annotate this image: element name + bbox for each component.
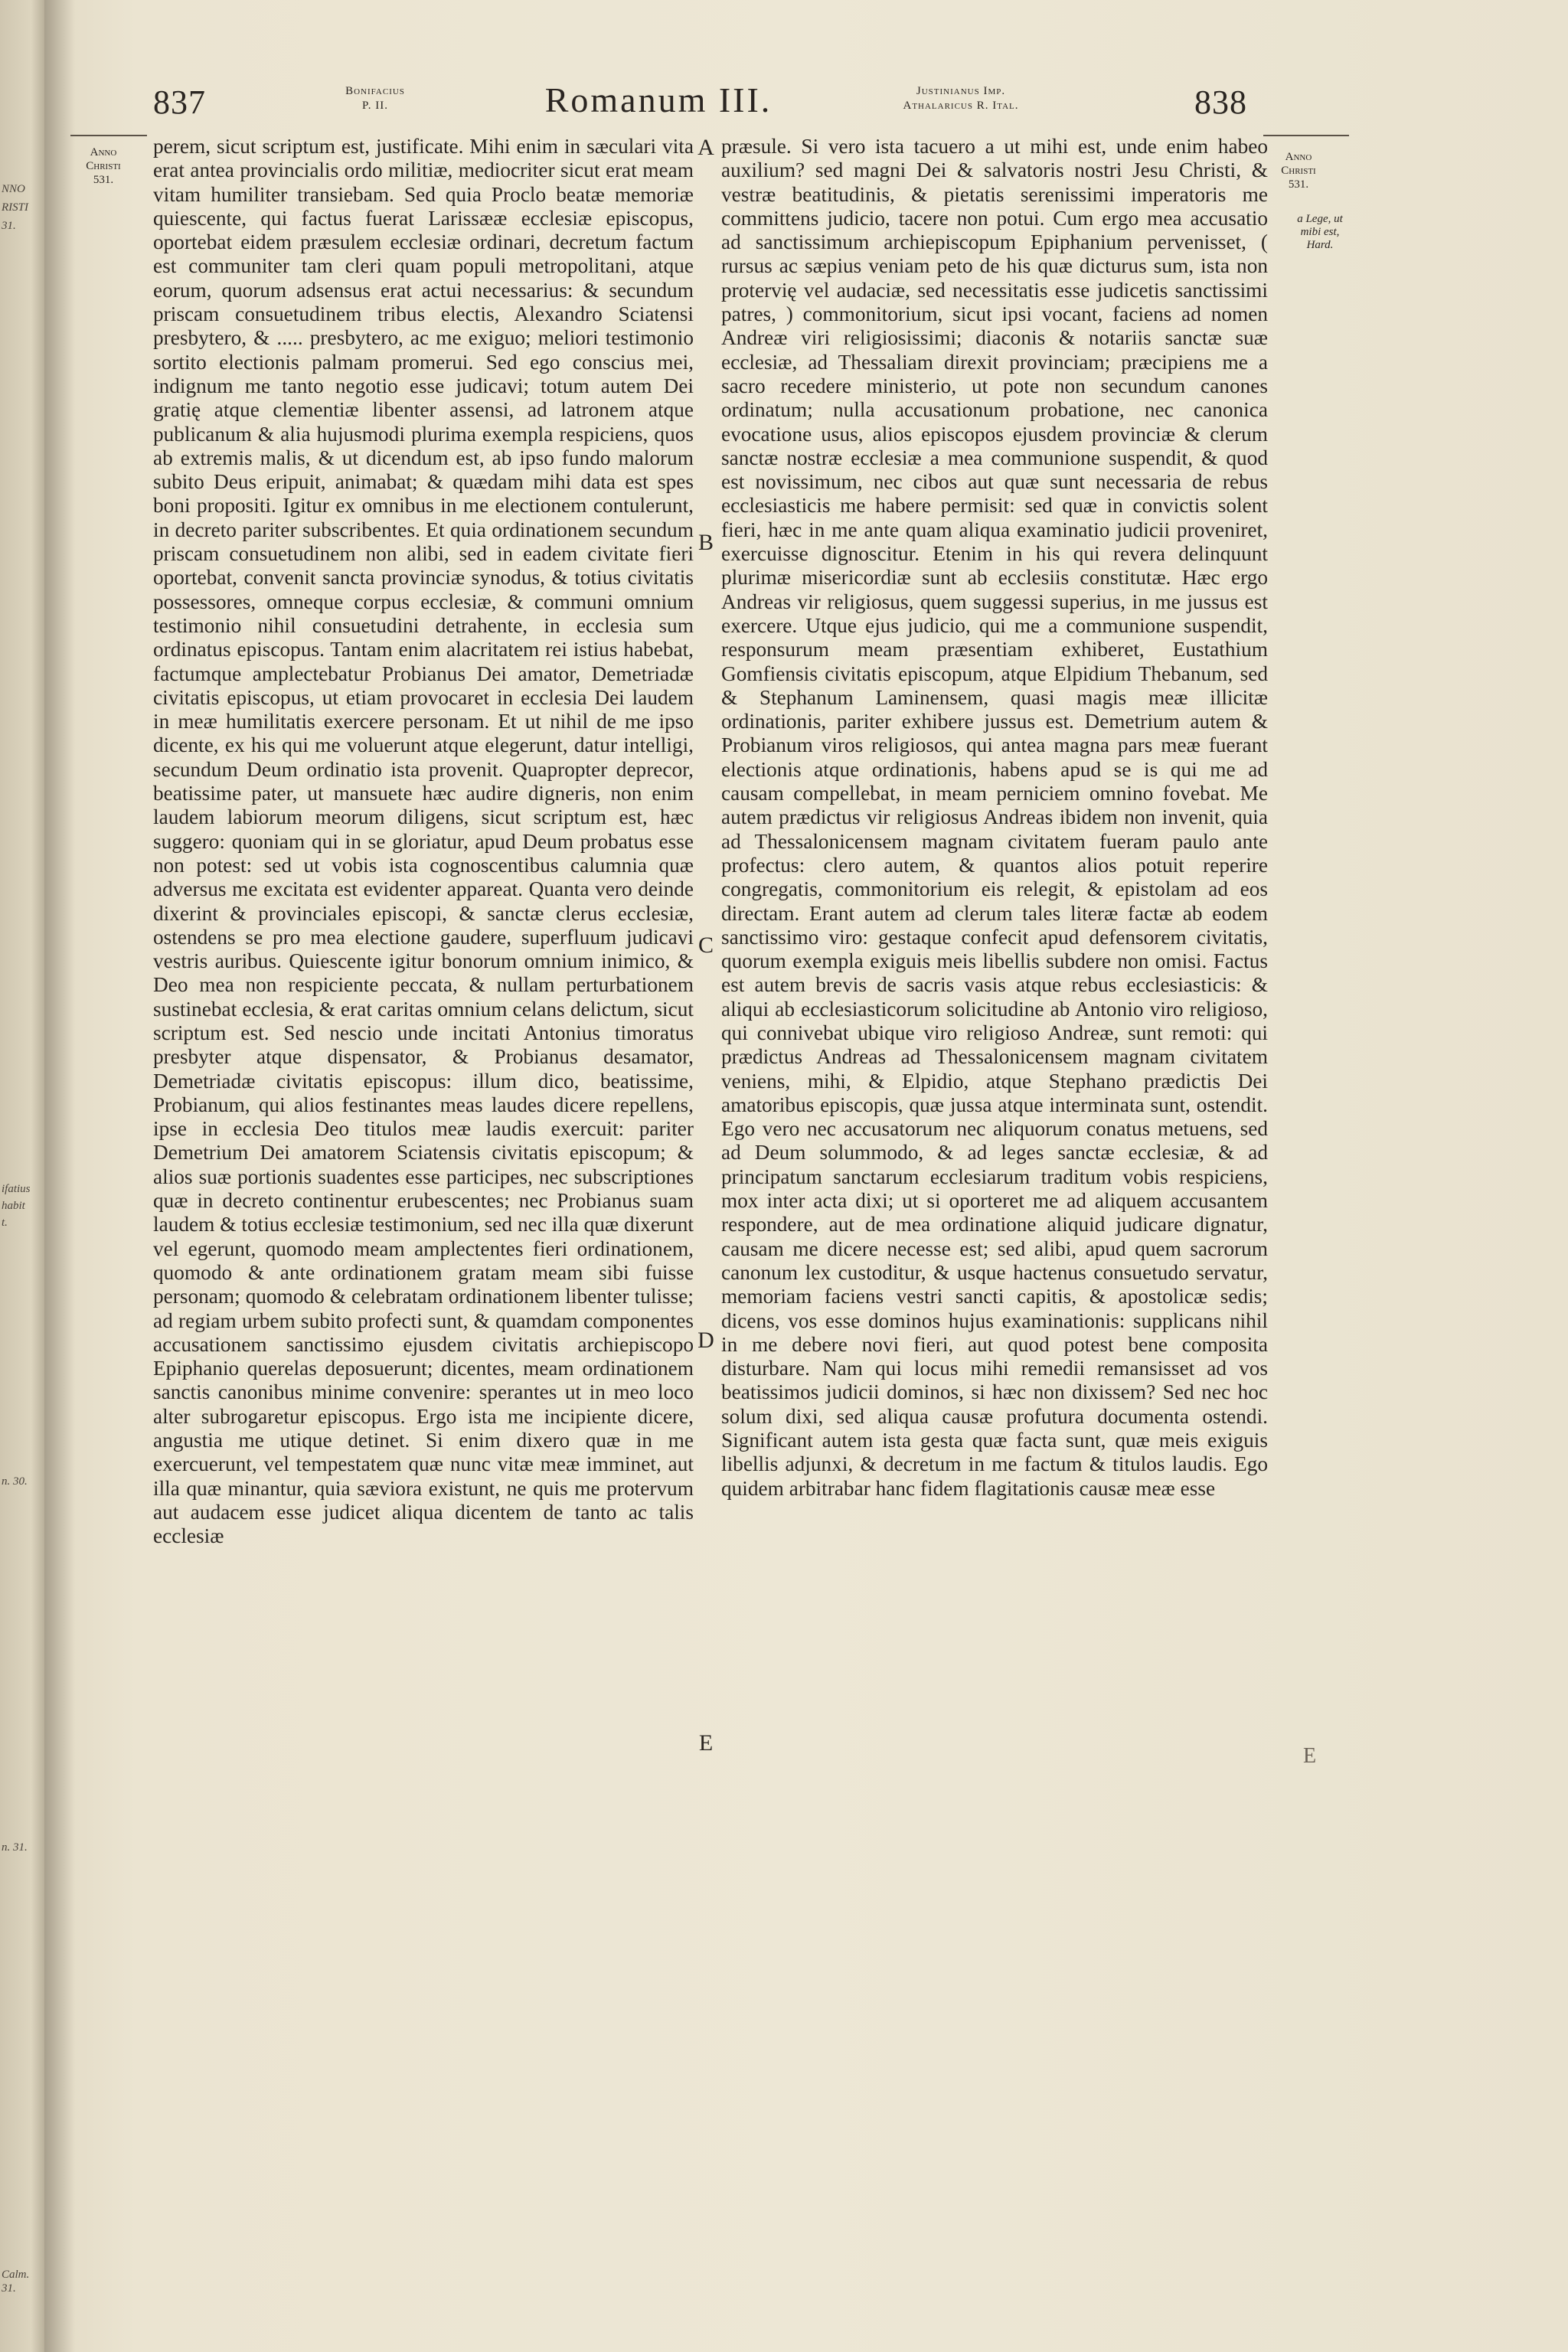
folio-right: 838	[1194, 83, 1247, 121]
margin-rule-right	[1263, 135, 1349, 136]
year-note-line: Christi	[1281, 165, 1316, 177]
running-head-line: Bonifacius	[345, 85, 405, 97]
year-note-right	[1260, 150, 1337, 191]
year-note-line: Christi	[86, 160, 121, 172]
section-letter-c: C	[697, 933, 714, 958]
body-text: præsule. Si vero ista tacuero a ut mihi est, unde enim habeo auxilium? sed magni Dei & salvatoris nostri Jesu Christi, & vestræ beatitudinis, & pietatis serenissimi imperatoris me committens judicio, tacere non potui. Cum ergo mea accusatio ad sanctissimum archiepiscopum Epiphanium pervenisset, ( rursus ac sæpius veniam peto de his quæ dicturus sum, ista non protervię vel audaciæ, sed necessitatis esse judicetis sanctissimi patres, ) commonitorium, sicut ipsi vocant, faciens ad nomen Andreæ viri religiosissimi; diaconis & notariis sanctæ suæ ecclesiæ, ad Thessaliam direxit provinciam; præcipiens me a sacro recedere ministerio, ut pote non secundum canones ordinatum; nulla accusationum probatione, nec canonica evocatione usus, alios episcopos ejusdem provinciæ & clerum sanctæ nostræ ecclesiæ a mea communione suspendit, & quod est novissimum, nec cibos aut quæ sunt necessaria de rebus ecclesiasticis me habere permisit: sed quæ in convictis solent fieri, hæc in me ante quam aliqua examinatio judicii proveniret, exercuisse dignoscitur. Etenim in his qui revera delinquunt plurimæ misericordiæ sunt ab ecclesiis constitutæ. Hæc ergo Andreas vir religiosus, quem suggessi superius, in me jussus est exercere. Utque ejus judicio, qui me a communione suspendit, responsurum meam præsentiam exhiberet, Eustathium Gomfiensis civitatis episcopum, atque Elpidium Thebanum, sed & Stephanum Laminensem, quasi magis meæ illicitæ ordinationis, pariter exhibere jussus est. Demetrium autem & Probianum viros religiosos, qui antea magna pars meæ fuerant electionis atque ordinationis, habens apud se is qui me ad causam compellebat, in meam perniciem omnino fovebat. Me autem prædictus vir religiosus Andreas ibidem non invenit, quia ad Thessalonicensem magnam civitatem fueram paulo ante profectus: clero autem, & quantos alios potuit reperire congregatis, commonitorium eis relegit, & epistolam ad eos directam. Erant autem ad clerum tales literæ factæ ab eodem sanctissimo viro: gestaque confecit apud defensorem civitatis, quorum exempla exiguis meis libellis subdere non omisi. Factus est autem brevis de sacris vasis atque rebus ecclesiasticis: & aliqui ab ecclesiasticorum solicitudine ab Antonio viro religioso, qui connivebat ubique viro religioso Andreæ, sunt remoti: qui prædictus Andreas ad Thessalonicensem magnam civitatem veniens, mihi, & Elpidio, atque Stephano prædictis Dei amatoribus episcopis, quæ jussa atque interminata sunt, ostendit. Ego vero nec accusatorum nec aliquorum conatus metuens, sed ad Deum solummodo, & ad leges sanctæ ecclesiæ, & ad principatum sanctarum ecclesiarum traditum vobis respiciens, mox inter acta dixi; ut si oporteret me ad aliquem accusantem respondere, aut de mea ordinatione aliquid judicare dignatur, causam me dicere necesse est; sed alibi, apud quem sacrorum canonum lex custoditur, & usque hactenus consuetudo servatur, memoriam faciens vestri sancti capitis, & apostolicæ sedis; dicens, vos esse dominos hujus examinationis: supplicans nihil in me debere novi fieri, aut quod potest bene composita disturbare. Nam qui locus mihi remedii remansisset ad vos beatissimos judicii dominos, si hæc non dixissem? Sed nec hoc solum dixi, sed aliqua causæ profutura documenta ostendi. Significant autem ista gesta quæ facta sunt, quæ meis exiguis libellis adjunxi, & decretum in me factum & titulos laudis. Ego quidem arbitrabar hanc fidem flagitationis causæ meæ esse	[721, 135, 1268, 1500]
footnote-line: Hard.	[1306, 239, 1334, 251]
body-text: perem, sicut scriptum est, justificate. Mihi enim in sæculari vita erat antea provincialis ordo militiæ, mediocriter sicut erat meam vitam humiliter transiebam. Sed quia Proclo beatæ memoriæ quiescente, qui factus fuerat Larissææ ecclesiæ episcopus, oportebat eidem præsulem ecclesiæ ordinari, decretum factum est communiter tam cleri quam populi metropolitani, atque eorum, quorum adsensus erat actui necessarius: & secundum priscam consuetudinem tribus electis, Alexandro Sciatensi presbytero, & ..... presbytero, ac me exiguo; meliori testimonio sortito electionis palmam promerui. Sed ego conscius mei, indignum me tanto negotio esse judicavi; totum autem Dei gratię atque clementiæ libenter assensi, ad latronem atque publicanum & alia hujusmodi plurima exempla respiciens, quos ab extremis malis, & ut dicendum est, ab ipso fundo malorum subito Deus eripuit, animabat; & quædam mihi data est spes boni propositi. Igitur ex omnibus in me electionem contulerunt, in decreto pariter subscribentes. Et quia ordinationem secundum priscam consuetudinem non alibi, sed in eadem civitate fieri oportebat, convenit sancta provinciæ synodus, & totius civitatis possessores, omneque corpus ecclesiæ, & communi omnium testimonio nihil consuetudini detrahente, in ecclesia sum ordinatus episcopus. Tantam enim alacritatem rei istius habebat, factumque amplectebatur Probianus Dei amator, Demetriadæ civitatis episcopus, ut etiam provocaret in ecclesia Dei laudem in meæ humilitatis exercere personam. Et ut nihil de me ipso dicente, ex his qui me voluerunt atque elegerunt, datur intelligi, secundum Deum ordinatio ista provenit. Quapropter deprecor, beatissime pater, ut mansuete hæc audire digneris, non enim laudem labiorum meorum diligens, sicut scriptum est, hæc suggero: quoniam qui in se gloriatur, apud Deum probatus esse non potest: sed ut vobis ista cognoscentibus calumnia quæ adversus me excitata est evidenter appareat. Quanta vero deinde dixerint & provinciales episcopi, & sanctæ clerus ecclesiæ, ostendens se pro mea electione gaudere, superfluum judicavi vestris auribus. Quiescente igitur bonorum omnium inimico, & Deo mea non respiciente peccata, & nullam perturbationem sustinebat ecclesia, & erat caritas omnium celans delictum, sicut scriptum est. Sed nescio unde incitati Antonius timoratus presbyter atque dispensator, & Probianus desamator, Demetriadæ civitatis episcopus: illum dico, beatissime, Probianum, qui alios festinantes meas laudes dicere repellens, ipse in ecclesia Deo titulos meæ laudis exercuit: pariter Demetrium Dei amatorem Sciatensis civitatis episcopum; & alios suæ portionis suadentes esse participes, nec subscriptiones quæ in decreto continentur erubescentes; nec Probianus suam laudem & totius ecclesiæ testimonium, sed nec illa quæ dixerunt vel egerunt, quomodo meam amplectentes fieri ordinationem, quomodo & ante ordinationem gratam meam sibi fuisse personam; quomodo & celebratam ordinationem libenter tulisse; ad regiam urbem subito profecti sunt, & quamdam componentes accusationem sanctissimo ejusdem civitatis archiepiscopo Epiphanio querelas deposuerunt; dicentes, meam ordinationem sanctis canonibus minime convenire: sperantes ut in meo loco alter subrogaretur episcopus. Ergo ista me incipiente dicere, angustia me utique detinet. Si enim dixero quæ in me exercuerunt, vel tempestatem quæ nunc vitæ meæ imminet, aut illa quæ minantur, quia sæviora existunt, ne quis me protervum aut audacem esse judicet aliqua dicentem de tanto ac talis ecclesiæ	[153, 135, 694, 1548]
year-note-left	[69, 145, 138, 187]
folio-left: 837	[153, 83, 206, 121]
margin-rule-left	[70, 135, 147, 136]
section-letter-a: A	[697, 135, 714, 160]
running-head-line: P. II.	[362, 100, 388, 112]
prev-margin-note: 31.	[2, 220, 16, 232]
running-head-line: Athalaricus R. Ital.	[903, 100, 1019, 112]
prev-margin-note: habit	[2, 1200, 25, 1212]
footnote-line: mibi est,	[1300, 226, 1340, 238]
year-note-line: 531.	[93, 174, 114, 186]
footnote-margin-note	[1289, 213, 1351, 252]
text-column-right	[721, 135, 1268, 1501]
year-note-line: 531.	[1288, 178, 1309, 191]
prev-margin-note: Calm. 31.	[2, 2269, 30, 2295]
footnote-line: a Lege, ut	[1297, 213, 1343, 225]
prev-margin-note: n. 31.	[2, 1841, 28, 1854]
section-letter-d: D	[697, 1328, 714, 1353]
year-note-line: Anno	[1285, 151, 1312, 163]
section-letter-b: B	[697, 530, 714, 555]
running-head-left	[322, 84, 429, 113]
stray-mark: E	[1303, 1744, 1317, 1768]
text-column-left	[153, 135, 694, 1549]
prev-margin-note: n. 30.	[2, 1475, 28, 1488]
prev-margin-note: t.	[2, 1217, 8, 1229]
previous-page-edge	[0, 0, 44, 2352]
section-letter-e: E	[698, 1730, 714, 1756]
year-note-line: Anno	[90, 146, 117, 158]
prev-margin-note: RISTI	[2, 201, 28, 214]
gutter-shadow	[44, 0, 75, 2352]
prev-margin-note: NNO	[2, 183, 25, 195]
page-title: Romanum III.	[544, 80, 773, 119]
running-head-right	[865, 84, 1057, 113]
running-head-line: Justinianus Imp.	[916, 85, 1006, 97]
prev-margin-note: ifatius	[2, 1183, 31, 1195]
